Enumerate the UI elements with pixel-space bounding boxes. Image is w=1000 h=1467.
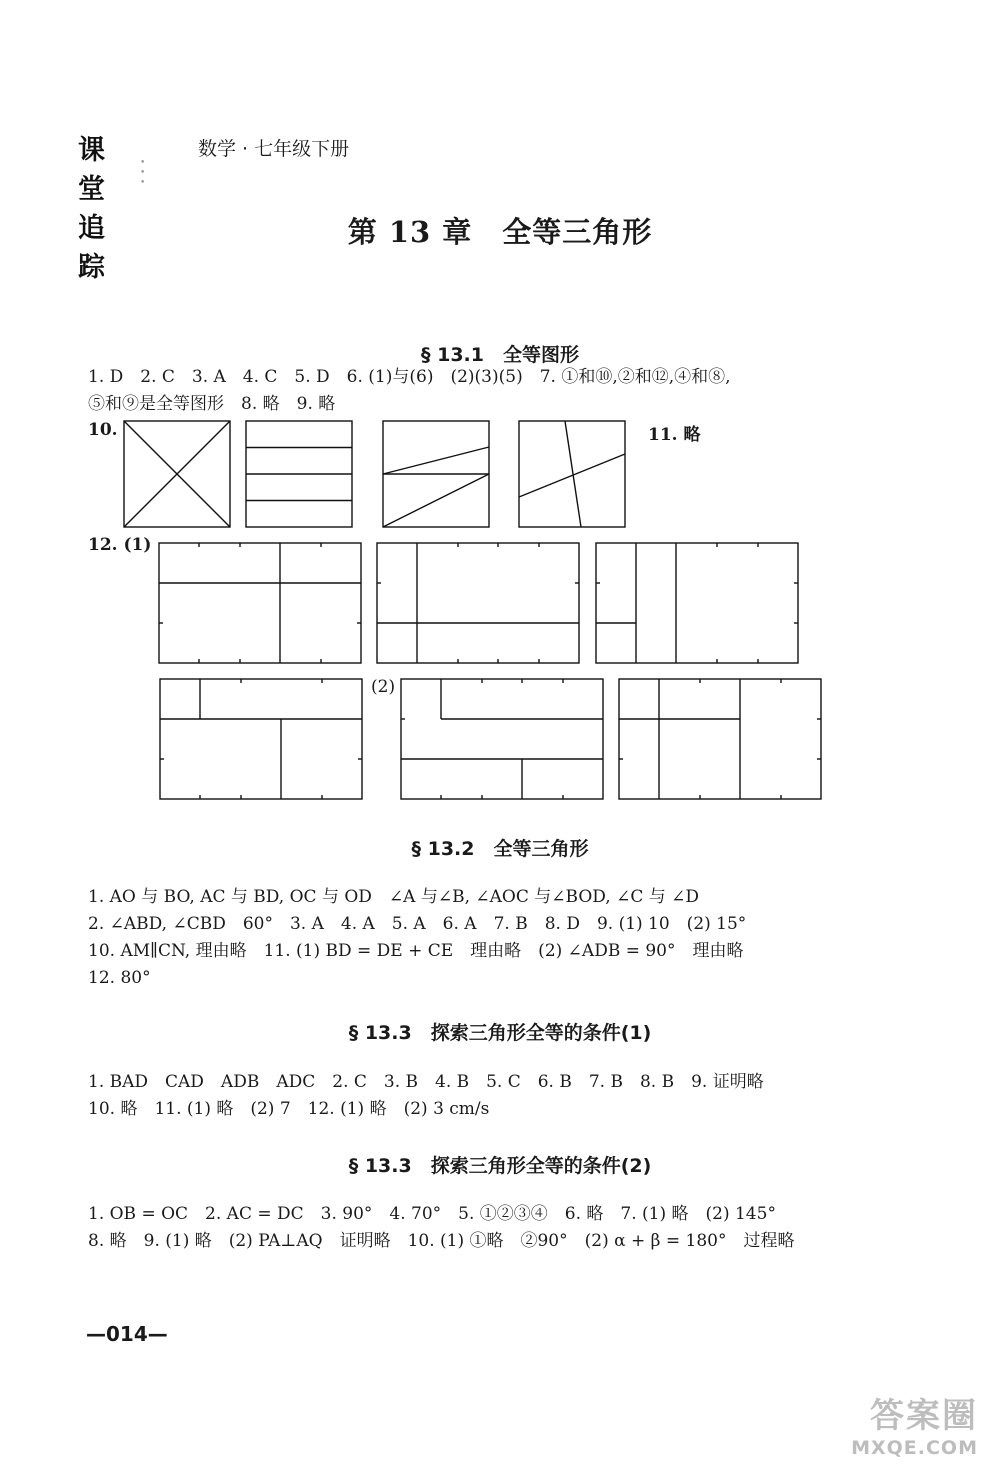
section-title-13-3-2: § 13.3 探索三角形全等的条件(2): [348, 1155, 652, 1177]
answer-line: 2. ∠ABD, ∠CBD 60° 3. A 4. A 5. A 6. A 7. B 8. D 9. (1) 10 (2) 15°: [88, 914, 747, 934]
square-division-figure: [124, 421, 234, 531]
square-division-figure: [383, 421, 493, 531]
answer-line: 12. 80°: [88, 968, 151, 988]
answer-line: 1. AO 与 BO, AC 与 BD, OC 与 OD ∠A 与∠B, ∠AOC 与∠BOD, ∠C 与 ∠D: [88, 887, 700, 907]
rectangle-division-figure: [401, 679, 607, 803]
answer-line: 1. OB = OC 2. AC = DC 3. 90° 4. 70° 5. ①②③④ 6. 略 7. (1) 略 (2) 145°: [88, 1204, 776, 1224]
question-label: 11. 略: [648, 425, 701, 445]
site-watermark: [851, 1388, 978, 1459]
watermark-logo-text: 答案圈: [870, 1396, 978, 1436]
brand-logo: 课堂追踪: [78, 135, 104, 283]
question-part-label: (2): [371, 677, 396, 697]
square-division-figure: [246, 421, 356, 531]
answer-line: 8. 略 9. (1) 略 (2) PA⊥AQ 证明略 10. (1) ①略 ②90° (2) α + β = 180° 过程略: [88, 1231, 795, 1251]
square-division-figure: [519, 421, 629, 531]
rectangle-division-figure: [619, 679, 825, 803]
section-title-13-2: § 13.2 全等三角形: [411, 838, 589, 860]
rectangle-division-figure: [377, 543, 583, 667]
question-label: 12. (1): [88, 535, 152, 555]
section-title-13-1: § 13.1 全等图形: [421, 344, 579, 366]
brand-decoration: • • •: [140, 158, 148, 188]
page-number: —014—: [86, 1322, 168, 1346]
answer-line: 10. 略 11. (1) 略 (2) 7 12. (1) 略 (2) 3 cm/s: [88, 1099, 490, 1119]
answer-line: 1. BAD CAD ADB ADC 2. C 3. B 4. B 5. C 6. B 7. B 8. B 9. 证明略: [88, 1072, 764, 1092]
rectangle-division-figure: [159, 543, 365, 667]
answer-line: ⑤和⑨是全等图形 8. 略 9. 略: [88, 394, 336, 414]
rectangle-division-figure: [160, 679, 366, 803]
chapter-title: 第 13 章 全等三角形: [347, 215, 653, 249]
answer-line: 10. AM∥CN, 理由略 11. (1) BD = DE + CE 理由略 (2) ∠ADB = 90° 理由略: [88, 941, 744, 961]
question-label: 10.: [88, 420, 118, 440]
watermark-url: MXQE.COM: [851, 1437, 978, 1459]
book-subtitle: 数学 · 七年级下册: [198, 138, 350, 160]
rectangle-division-figure: [596, 543, 802, 667]
answer-line: 1. D 2. C 3. A 4. C 5. D 6. (1)与(6) (2)(3)(5) 7. ①和⑩,②和⑫,④和⑧,: [88, 367, 731, 387]
section-title-13-3-1: § 13.3 探索三角形全等的条件(1): [348, 1022, 652, 1044]
